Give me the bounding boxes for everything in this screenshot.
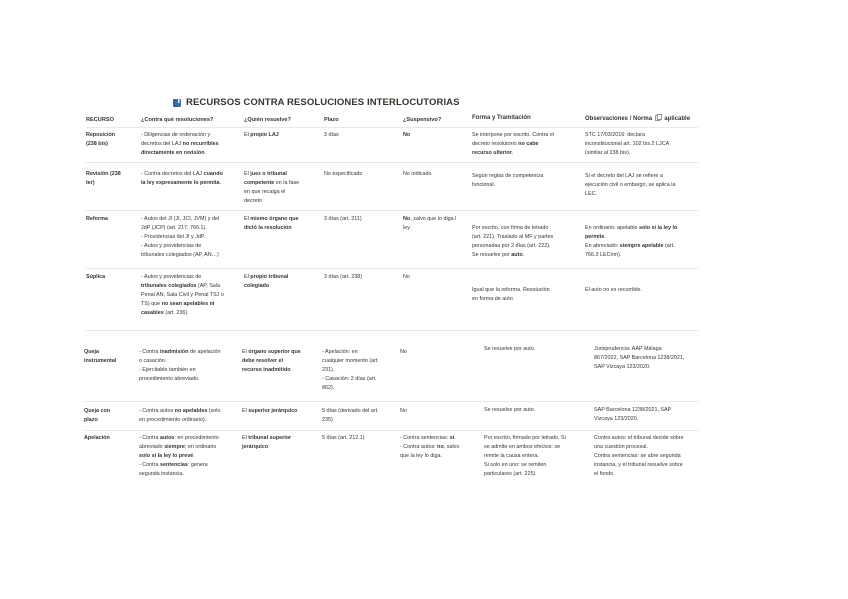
- contra-cell: - Diligencias de ordenación y decretos del LAJ no recurribles directamente en revisión.: [141, 132, 219, 156]
- contra-cell: - Autos del JI (JI, JCI, JVM) y del JdP (JCP) (art. 217, 766.1). - Providencias del JI y JdP. - Autos y providencias de tribunales colegiados (AP, AN…): [141, 216, 220, 258]
- quien-cell: El órgano superior que debe resolver el recurso inadmitido: [242, 349, 301, 373]
- forma-cell: Por escrito, firmado por letrado. Si se admite en ambos efectos: se remite la causa entera. Si solo en uno: se remiten particulares (art. 225).: [484, 435, 566, 477]
- forma-cell: Igual que la reforma. Resolución en forma de auto.: [472, 287, 550, 302]
- contra-cell: - Contra autos: en procedimiento abreviado siempre; en ordinario solo si la ley lo prevé. - Contra sentencias: genera segunda instancia.: [139, 435, 219, 477]
- plazo-cell: No especificado: [324, 171, 363, 177]
- obs-cell: El auto no es recurrible.: [585, 287, 642, 293]
- quien-cell: El mismo órgano que dictó la resolución: [244, 216, 299, 231]
- forma-cell: Se interpone por escrito. Contra el decreto resolutorio no cabe recurso ulterior.: [472, 132, 555, 156]
- contra-cell: - Contra decretos del LAJ cuando la ley expresamente lo permita.: [141, 171, 223, 186]
- quien-cell: El propio tribunal colegiado: [244, 274, 289, 289]
- plazo-cell: 5 días (art. 212.1): [322, 435, 365, 441]
- recurso-name: Súplica: [86, 274, 106, 280]
- header-contra: ¿Contra qué resoluciones?: [141, 117, 214, 123]
- divider: [84, 430, 698, 431]
- header-plazo: Plazo: [324, 117, 339, 123]
- header-recurso: RECURSO: [86, 117, 114, 123]
- header-obs-a: Observaciones / Norma: [585, 116, 653, 122]
- quien-cell: El tribunal superior jerárquico: [242, 435, 292, 450]
- obs-cell: Si el decreto del LAJ se refiere a ejecución civil o embargo, se aplica la LEC.: [585, 173, 676, 197]
- title-text: RECURSOS CONTRA RESOLUCIONES INTERLOCUTORIAS: [186, 97, 460, 108]
- suspensivo-cell: No, salvo que lo diga l ley: [403, 216, 457, 231]
- plazo-cell: 3 días (art. 211): [324, 216, 362, 222]
- recurso-name: Queja con plazo: [84, 408, 111, 423]
- obs-cell: SAP Barcelona 1238/2021, SAP Vizcaya 123/2020.: [594, 407, 672, 422]
- obs-cell: STC 17/03/2016: declara inconstitucional art. 102 bis.2 LJCA (similar al 238 bis).: [585, 132, 670, 156]
- quien-cell: El superior jerárquico: [242, 408, 298, 414]
- contra-cell: - Contra autos no apelables (solo en procedimiento ordinario).: [139, 408, 221, 423]
- plazo-cell: 5 días (derivado del art. 235): [322, 408, 379, 423]
- plazo-cell: - Apelación: en cualquier momento (art. 231). - Casación: 2 días (art. 862).: [322, 349, 379, 391]
- quien-cell: El propio LAJ: [244, 132, 279, 138]
- header-observaciones: [585, 114, 690, 124]
- contra-cell: - Autos y providencias de tribunales colegiados (AP, Sala Penal AN, Sala Civil y Penal TSJ o TS) que no sean apelables ni casables (art. 236).: [141, 274, 224, 316]
- divider: [84, 401, 698, 402]
- recurso-name: Reforma: [86, 216, 108, 222]
- divider: [86, 162, 698, 163]
- obs-cell: Contra autos: el tribunal decide sobre una cuestión procesal. Contra sentencias: se abre segunda instancia, y el tribunal resuelve sobre el fondo.: [594, 435, 684, 477]
- header-obs-b: aplicable: [664, 116, 691, 122]
- suspensivo-cell: No: [403, 274, 410, 280]
- plazo-cell: 3 días: [324, 132, 339, 138]
- page-title: [172, 97, 460, 108]
- recurso-name: Reposición (238 bis): [86, 132, 116, 147]
- book-icon: [172, 98, 182, 108]
- quien-cell: El juez o tribunal competente en la fase en que recaiga el decreto: [244, 171, 300, 204]
- obs-cell: Jurisprudencia: AAP Málaga 867/2022, SAP Barcelona 1238/2021, SAP Vizcaya 123/2020.: [594, 346, 685, 370]
- recurso-name: Revisión (238 ter): [86, 171, 121, 186]
- suspensivo-cell: - Contra sentencias: sí. - Contra autos: no, salvo que la ley lo diga.: [400, 435, 460, 459]
- header-forma: Forma y Tramitación: [472, 115, 531, 121]
- recurso-name: Apelación: [84, 435, 110, 441]
- suspensivo-cell: No indicado: [403, 171, 432, 177]
- suspensivo-cell: No: [403, 132, 411, 138]
- contra-cell: - Contra inadmisión de apelación o casación. - Ejercitable también en procedimiento abreviado.: [139, 349, 221, 382]
- divider: [86, 330, 698, 331]
- obs-cell: En ordinario: apelable solo si la ley lo permite. En abreviado: siempre apelable (art. 766.3 LECrim).: [585, 225, 678, 258]
- header-suspensivo: ¿Suspensivo?: [403, 117, 442, 123]
- forma-cell: Por escrito, con firma de letrado (art. 221). Traslado al MF y partes personadas por 2 días (art. 222). Se resuelve por auto.: [472, 225, 554, 258]
- suspensivo-cell: No: [400, 408, 407, 414]
- suspensivo-cell: No: [400, 349, 407, 355]
- forma-cell: Según reglas de competencia funcional.: [472, 173, 544, 188]
- divider: [86, 268, 698, 269]
- divider: [86, 127, 698, 128]
- copy-icon: [655, 114, 662, 121]
- header-quien: ¿Quién resuelve?: [244, 117, 291, 123]
- recurso-name: Queja instrumental: [84, 349, 117, 364]
- forma-cell: Se resuelve por auto.: [484, 407, 536, 413]
- forma-cell: Se resuelve por auto.: [484, 346, 536, 352]
- divider: [86, 210, 698, 211]
- plazo-cell: 3 días (art. 238): [324, 274, 363, 280]
